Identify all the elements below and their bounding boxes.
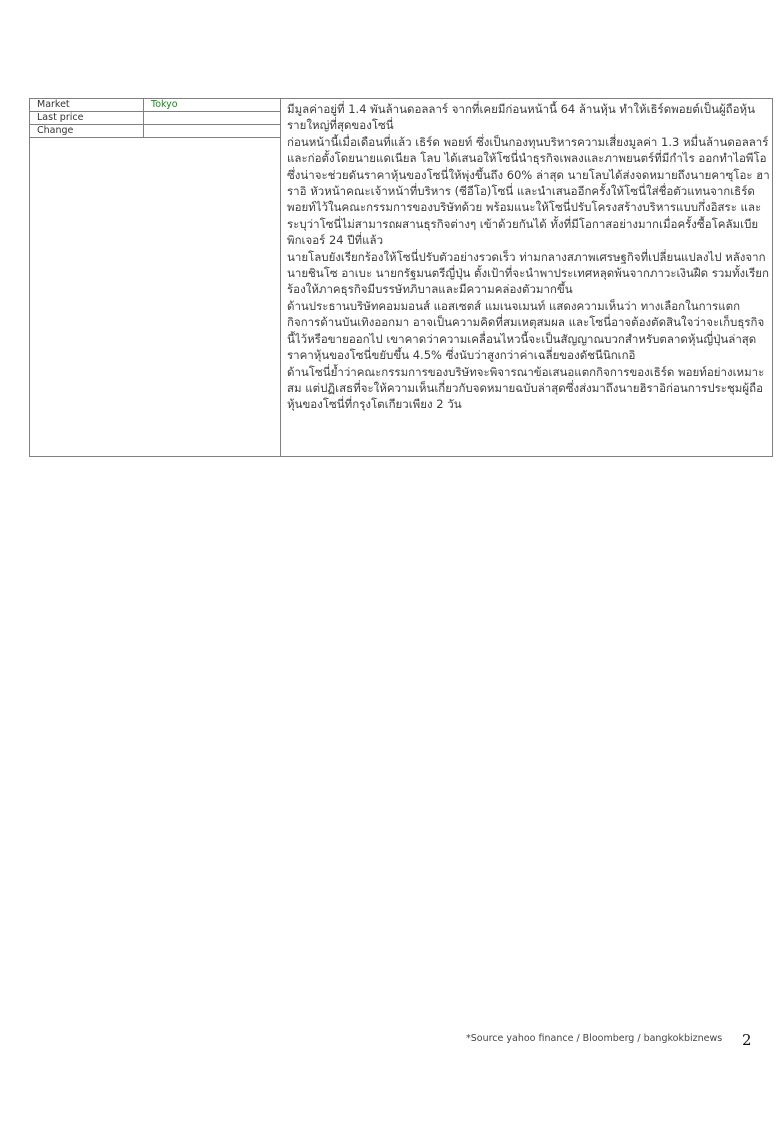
column-divider <box>143 125 144 138</box>
news-paragraph: ด้านประธานบริษัทคอมมอนส์ แอสเซตส์ แมเนจเมนท์ แสดงความเห็นว่า ทางเลือกในการแตกกิจการด้านบันเทิงออกมา อาจเป็นความคิดที่สมเหตุสมผล และโซนี่อาจต้องตัดสินใจว่าจะเก็บธุรกิจนี้ไว้หรือขายออกไป เขาคาดว่าความเคลื่อนไหวนี้จะเป็นสัญญาณบวกสำหรับตลาดหุ้นญี่ปุ่นล่าสุดราคาหุ้นของโซนี่ขยับขึ้น 4.5% ซึ่งนับว่าสูงกว่าค่าเฉลี่ยของดัชนีนิกเกอิ <box>287 298 765 363</box>
market-panel <box>30 99 281 456</box>
column-divider <box>143 112 144 125</box>
news-paragraph: ด้านโซนี่ย้ำว่าคณะกรรมการของบริษัทจะพิจารณาข้อเสนอแตกกิจการของเธิร์ด พอยท์อย่างเหมาะสม แต่ปฏิเสธที่จะให้ความเห็นเกี่ยวกับจดหมายฉบับล่าสุดซึ่งส่งมาถึงนายฮิราอิก่อนการประชุมผู้ถือหุ้นของโซนี่ที่กรุงโตเกียวเพียง 2 วัน <box>287 364 765 412</box>
news-paragraph: นายโลบยังเรียกร้องให้โซนี่ปรับตัวอย่างรวดเร็ว ท่ามกลางสภาพเศรษฐกิจที่เปลี่ยนแปลงไป หลังจากนายชินโซ อาเบะ นายกรัฐมนตรีญี่ปุ่น ตั้งเป้าที่จะนำพาประเทศหลุดพ้นจากภาวะเงินฝืด รวมทั้งเรียกร้องให้ภาคธุรกิจมีบรรษัทภิบาลและมีความคล่องตัวมากขึ้น <box>287 249 769 297</box>
last-price-label: Last price <box>37 112 84 123</box>
change-row <box>30 125 281 138</box>
news-article <box>287 101 770 413</box>
last-price-row <box>30 112 281 125</box>
news-paragraph: มีมูลค่าอยู่ที่ 1.4 พันล้านดอลลาร์ จากที่เคยมีก่อนหน้านี้ 64 ล้านหุ้น ทำให้เธิร์ดพอยต์เป็นผู้ถือหุ้นรายใหญ่ที่สุดของโซนี่ <box>287 102 755 133</box>
column-divider <box>143 99 144 112</box>
source-note: *Source yahoo finance / Bloomberg / bangkokbiznews <box>466 1033 723 1044</box>
page-number: 2 <box>742 1031 752 1049</box>
market-value: Tokyo <box>151 99 178 110</box>
market-row <box>30 99 281 112</box>
change-label: Change <box>37 125 74 136</box>
market-label: Market <box>37 99 70 110</box>
content-table <box>29 98 773 457</box>
news-paragraph: ก่อนหน้านี้เมื่อเดือนที่แล้ว เธิร์ด พอยท์ ซึ่งเป็นกองทุนบริหารความเสี่ยงมูลค่า 1.3 หมื่นล้านดอลลาร์และก่อตั้งโดยนายแดเนียล โลบ ได้เสนอให้โซนี่นำธุรกิจเพลงและภาพยนตร์ที่มีกำไร ออกทำไอพีโอ ซึ่งน่าจะช่วยดันราคาหุ้นของโซนี่ให้พุ่งขึ้นถึง 60% ล่าสุด นายโลบได้ส่งจดหมายถึงนายคาซุโอะ ฮาราอิ หัวหน้าคณะเจ้าหน้าที่บริหาร (ซีอีโอ)โซนี่ และนำเสนออีกครั้งให้โซนี่ใส่ชื่อตัวแทนจากเธิร์ด พอยท์ไว้ในคณะกรรมการของบริษัทด้วย พร้อมแนะให้โซนี่ปรับโครงสร้างบริหารแบบกึ่งอิสระ และระบุว่าโซนี่ไม่สามารถผสานธุรกิจต่างๆ เข้าด้วยกันได้ ทั้งที่มีโอกาสอย่างมากเมื่อครั้งซื้อโคลัมเบียพิกเจอร์ 24 ปีที่แล้ว <box>287 134 770 248</box>
